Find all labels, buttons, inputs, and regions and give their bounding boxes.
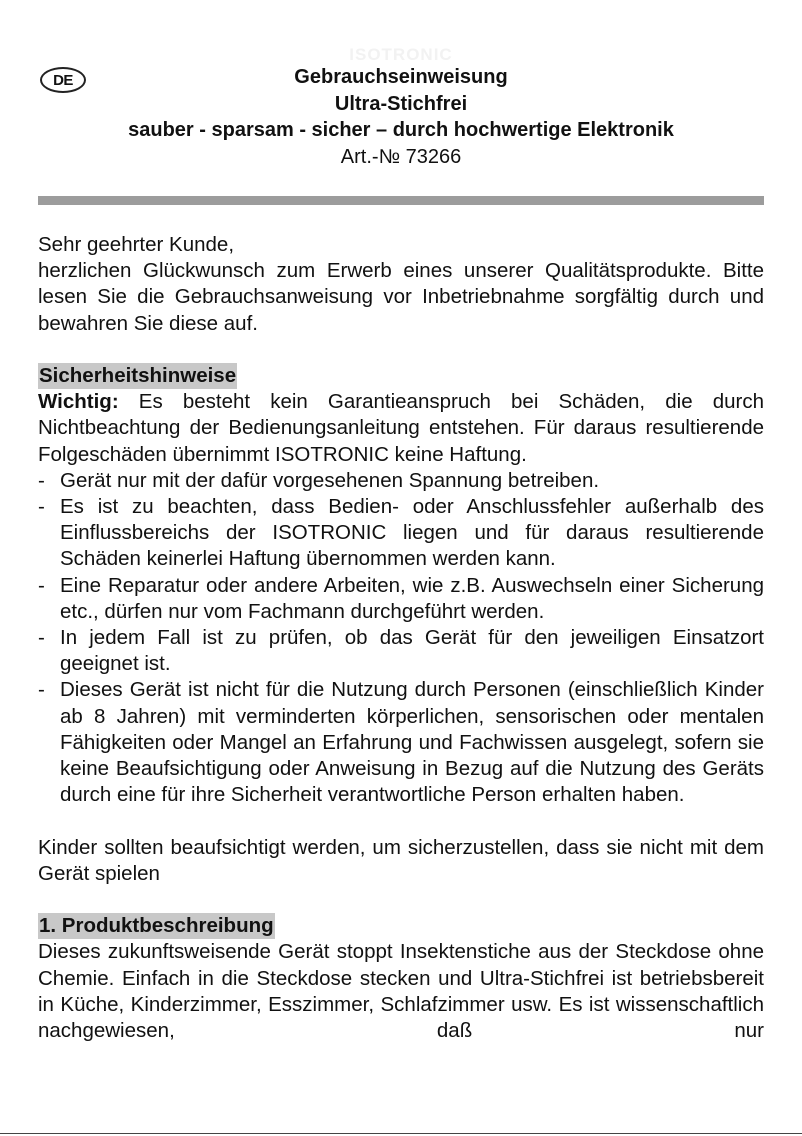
product-description: Dieses zukunftsweisende Gerät stoppt Insektenstiche aus der Steckdose ohne Chemie. Einfach in die Steckdose stecken und Ultra-Stichfrei ist betriebsbereit in Küche, Kinderzimmer, Esszimmer, Schlafzimmer usw. Es ist wissenschaftlich nachgewiesen, daß nur [38,940,764,1043]
safety-item-text: Es ist zu beachten, dass Bedien- oder Anschlussfehler außerhalb des Einflussbereichs der ISOTRONIC liegen und für daraus resultierende Schäden keinerlei Haftung übernommen werden kann. [60,495,764,571]
safety-item-text: Dieses Gerät ist nicht für die Nutzung durch Personen (einschließlich Kinder ab 8 Jahren) mit verminderten körperlichen, sensorischen oder mentalen Fähigkeiten oder Mangel an Erfahrung und Fachwissen ausgelegt, sofern sie keine Beaufsichtigung oder Anweisung in Bezug auf die Nutzung des Geräts durch eine für ihre Sicherheit verantwortliche Person erhalten haben. [60,678,764,807]
safety-item-text: Eine Reparatur oder andere Arbeiten, wie z.B. Auswechseln einer Sicherung etc., dürfen nur vom Fachmann durchgeführt werden. [60,573,764,623]
document-body [38,232,764,1044]
header-divider [38,196,764,205]
product-heading-row [38,913,764,939]
safety-item [38,468,764,494]
safety-item [38,494,764,573]
list-dash: - [38,495,45,519]
intro-text: herzlichen Glückwunsch zum Erwerb eines unserer Qualitätsprodukte. Bitte lesen Sie die Gebrauchsanweisung vor Inbetriebnahme sorgfältig durch und bewahren Sie diese auf. [38,259,764,335]
safety-item [38,625,764,677]
intro-greeting: Sehr geehrter Kunde, [38,233,235,256]
important-label: Wichtig: [38,390,119,414]
language-badge-label: DE [53,71,73,89]
safety-important [38,389,764,468]
product-heading: 1. Produktbeschreibung [38,913,275,939]
product-name: Ultra-Stichfrei [334,92,468,115]
safety-item [38,573,764,625]
list-dash: - [38,573,45,597]
article-number: Art.-№ 73266 [340,145,462,168]
safety-item-text: In jedem Fall ist zu prüfen, ob das Gerät für den jeweiligen Einsatzort geeignet ist. [60,626,764,676]
document-header [0,64,802,170]
children-note: Kinder sollten beaufsichtigt werden, um sicherzustellen, dass sie nicht mit dem Gerät spielen [38,835,764,885]
list-dash: - [38,626,45,650]
safety-heading: Sicherheitshinweise [38,363,237,389]
list-dash: - [38,678,45,702]
safety-heading-row [38,363,764,389]
brand-watermark: ISOTRONIC [349,45,453,64]
safety-item-text: Gerät nur mit der dafür vorgesehenen Spannung betreiben. [60,468,600,492]
important-text: Es besteht kein Garantieanspruch bei Schäden, die durch Nichtbeachtung der Bedienungsanleitung entstehen. Für daraus resultierende Folgeschäden übernimmt ISOTRONIC keine Haftung. [38,390,764,466]
list-dash: - [38,468,45,492]
page-bottom-edge [0,1133,802,1134]
safety-item [38,677,764,808]
product-tagline: sauber - sparsam - sicher – durch hochwertige Elektronik [128,119,674,141]
document-title: Gebrauchseinweisung [294,66,508,88]
